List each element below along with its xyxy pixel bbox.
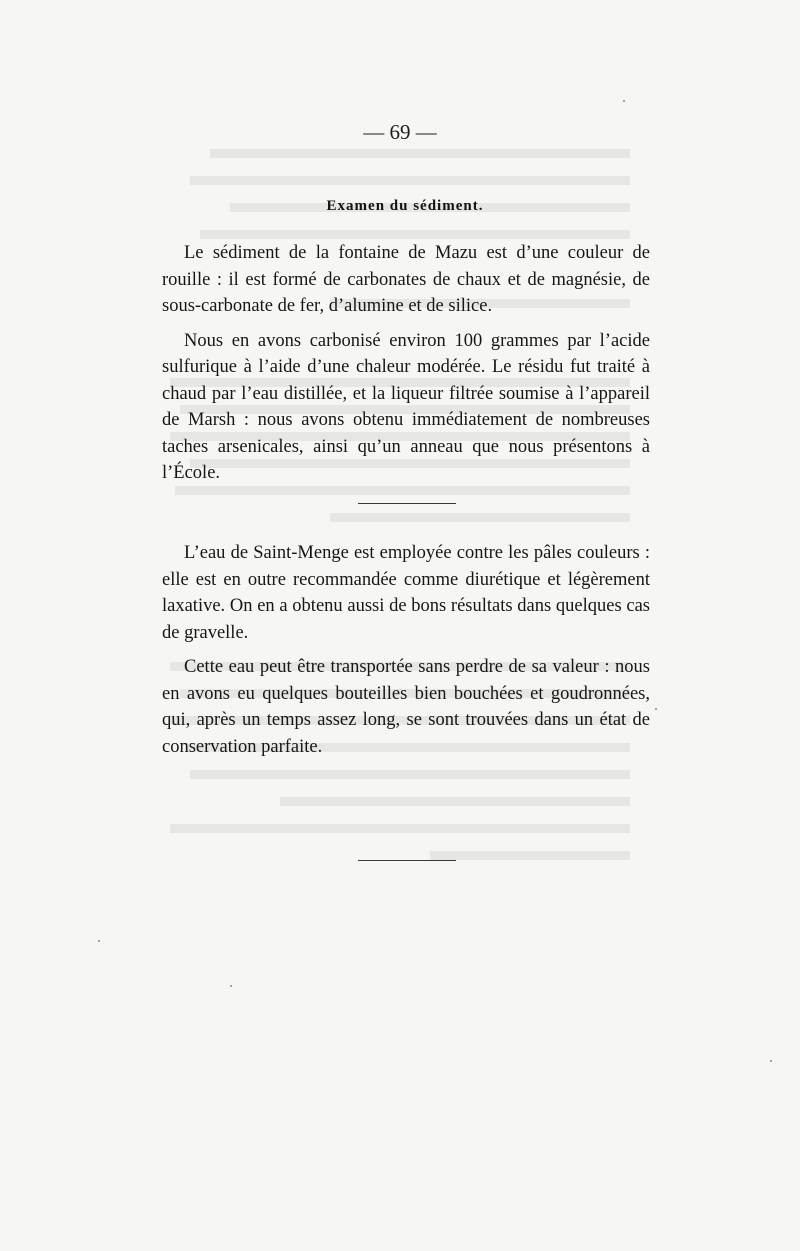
paragraph: Le sédiment de la fontaine de Mazu est d’une couleur de rouille : il est formé de carbonates de chaux et de magnésie, de sous-carbonate de fer, d’alumine et de silice. [162,243,650,316]
paragraph: Nous en avons carbonisé environ 100 grammes par l’acide sulfurique à l’aide d’une chaleur modérée. Le résidu fut traité à chaud par l’eau distillée, et la liqueur filtrée soumise à l’appareil de Marsh : nous avons obtenu immédiatement de nombreuses taches arsenicales, ainsi qu’un anneau que nous présentons à l’École. [162,330,650,483]
paragraph: Cette eau peut être transportée sans perdre de sa valeur : nous en avons eu quelques bouteilles bien bouchées et goudronnées, qui, après un temps assez long, se sont trouvées dans un état de conservation parfaite. [162,657,650,757]
scan-speck [655,708,657,710]
paragraph: L’eau de Saint-Menge est employée contre les pâles couleurs : elle est en outre recommandée comme diurétique et légèrement laxative. On en a obtenu aussi de bons résultats dans quelques cas de gravelle. [162,543,650,643]
scan-speck [770,1060,772,1062]
text-block-sediment [162,240,650,495]
scan-speck [230,985,232,987]
section-heading: Examen du sédiment. [326,198,484,214]
page-number: — 69 — [363,120,437,144]
section-divider [358,860,456,861]
text-block-saint-menge [162,540,650,768]
section-divider [358,503,456,504]
scan-speck [98,940,100,942]
scan-speck [623,100,625,102]
